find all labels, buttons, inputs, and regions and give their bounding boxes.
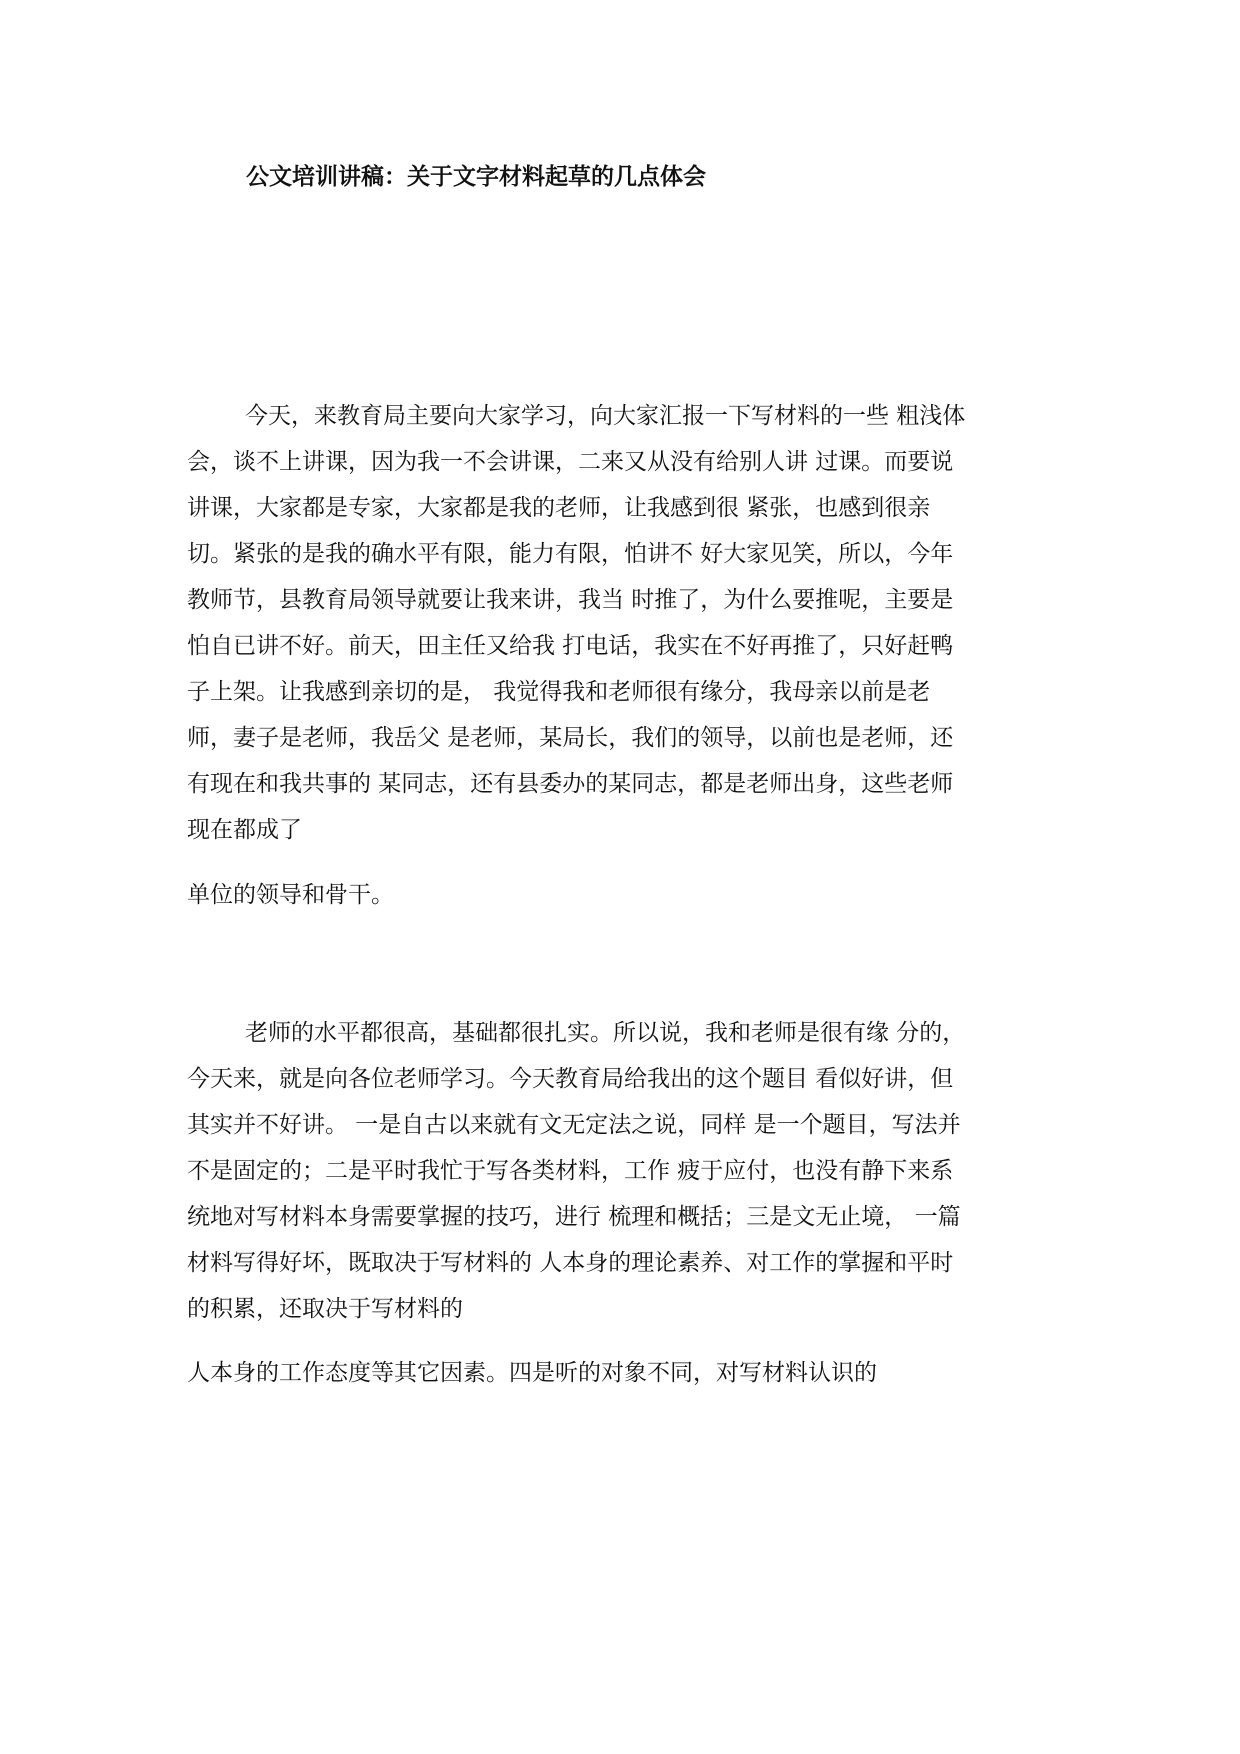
paragraph-1-line-10: 现在都成了 bbox=[187, 817, 302, 843]
paragraph-1-line-8: 师，妻子是老师，我岳父 是老师，某局长，我们的领导，以前也是老师，还 bbox=[187, 725, 954, 751]
paragraph-1-continuation: 单位的领导和骨干。 bbox=[187, 882, 394, 908]
paragraph-2-line-3: 其实并不好讲。 一是自古以来就有文无定法之说，同样 是一个题目，写法并 bbox=[187, 1112, 961, 1138]
paragraph-2-line-6: 材料写得好坏，既取决于写材料的 人本身的理论素养、对工作的掌握和平时 bbox=[187, 1250, 954, 1276]
paragraph-1-line-6: 怕自已讲不好。前天，田主任又给我 打电话，我实在不好再推了，只好赶鸭 bbox=[187, 633, 954, 659]
paragraph-2-line-4: 不是固定的；二是平时我忙于写各类材料，工作 疲于应付，也没有静下来系 bbox=[187, 1158, 954, 1184]
paragraph-2-line-1: 老师的水平都很高，基础都很扎实。所以说，我和老师是很有缘 分的， bbox=[245, 1020, 966, 1046]
paragraph-1-line-4: 切。紧张的是我的确水平有限，能力有限，怕讲不 好大家见笑，所以，今年 bbox=[187, 541, 954, 567]
paragraph-2-continuation: 人本身的工作态度等其它因素。四是听的对象不同，对写材料认识的 bbox=[187, 1360, 877, 1386]
paragraph-2-line-7: 的积累，还取决于写材料的 bbox=[187, 1296, 463, 1322]
document-title: 公文培训讲稿：关于文字材料起草的几点体会 bbox=[246, 164, 706, 190]
paragraph-2-line-5: 统地对写材料本身需要掌握的技巧，进行 梳理和概括；三是文无止境， 一篇 bbox=[187, 1204, 961, 1230]
paragraph-1-line-3: 讲课，大家都是专家，大家都是我的老师，让我感到很 紧张，也感到很亲 bbox=[187, 495, 931, 521]
paragraph-1-line-5: 教师节，县教育局领导就要让我来讲，我当 时推了，为什么要推呢，主要是 bbox=[187, 587, 954, 613]
paragraph-1-line-7: 子上架。让我感到亲切的是， 我觉得我和老师很有缘分，我母亲以前是老 bbox=[187, 679, 931, 705]
paragraph-1-line-9: 有现在和我共事的 某同志，还有县委办的某同志，都是老师出身，这些老师 bbox=[187, 771, 954, 797]
paragraph-2-line-2: 今天来，就是向各位老师学习。今天教育局给我出的这个题目 看似好讲，但 bbox=[187, 1066, 954, 1092]
paragraph-1-line-1: 今天，来教育局主要向大家学习，向大家汇报一下写材料的一些 粗浅体 bbox=[245, 403, 966, 429]
paragraph-1-line-2: 会，谈不上讲课，因为我一不会讲课，二来又从没有给别人讲 过课。而要说 bbox=[187, 449, 954, 475]
